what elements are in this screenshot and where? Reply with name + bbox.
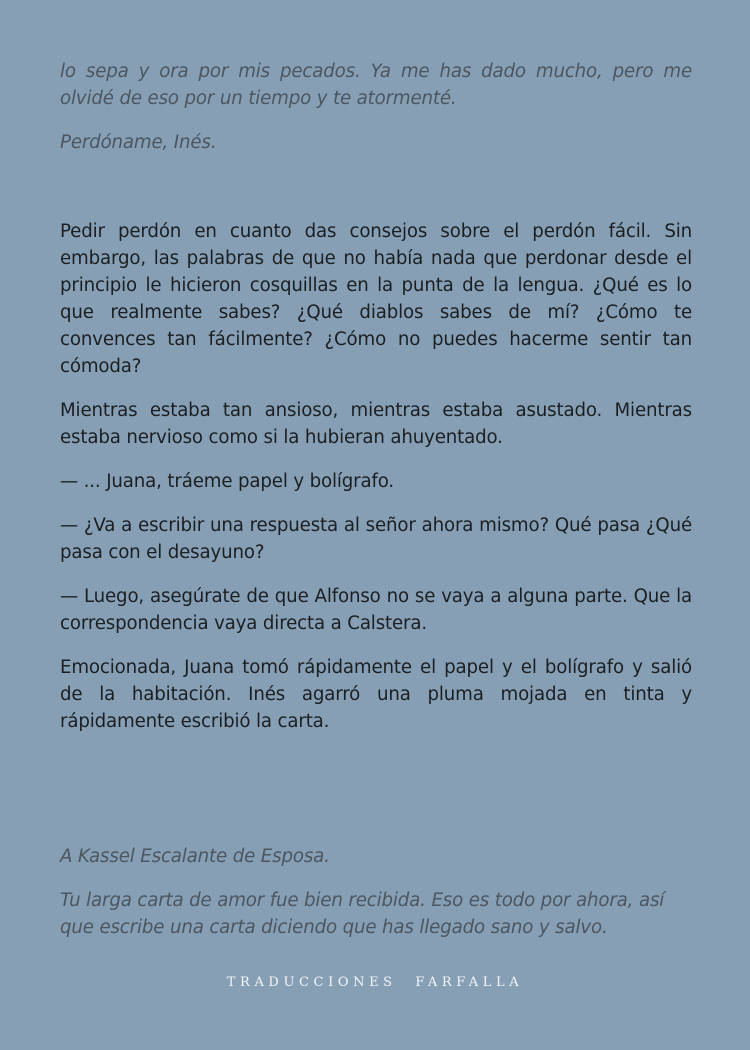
dialogue-line-2: — ¿Va a escribir una respuesta al señor ahora mismo? Qué pasa ¿Qué pasa con el desayuno? (60, 515, 692, 563)
letter-body: Tu larga carta de amor fue bien recibida. Eso es todo por ahora, así que escribe una carta diciendo que has llegado sano y salvo. (60, 890, 665, 938)
letter-paragraph-1: lo sepa y ora por mis pecados. Ya me has dado mucho, pero me olvidé de eso por un tiempo y te atormenté. (60, 61, 692, 109)
letter-signoff: Perdóname, Inés. (60, 132, 217, 153)
narration-paragraph-3: Emocionada, Juana tomó rápidamente el papel y el bolígrafo y salió de la habitación. Inés agarró una pluma mojada en tinta y rápidamente escribió la carta. (60, 657, 692, 732)
letter-salutation: A Kassel Escalante de Esposa. (60, 846, 330, 867)
narration-paragraph-1: Pedir perdón en cuanto das consejos sobre el perdón fácil. Sin embargo, las palabras de que no había nada que perdonar desde el principio le hicieron cosquillas en la punta de la lengua. ¿Qué es lo que realmente sabes? ¿Qué diablos sabes de mí? ¿Cómo te convences tan fácilmente? ¿Cómo no puedes hacerme sentir tan cómoda? (60, 221, 692, 377)
page-content (60, 58, 692, 941)
narration-paragraph-2: Mientras estaba tan ansioso, mientras estaba asustado. Mientras estaba nervioso como si la hubieran ahuyentado. (60, 400, 692, 448)
dialogue-line-3: — Luego, asegúrate de que Alfonso no se vaya a alguna parte. Que la correspondencia vaya directa a Calstera. (60, 586, 692, 634)
dialogue-line-1: — ... Juana, tráeme papel y bolígrafo. (60, 471, 395, 492)
footer-credit: TRADUCCIONES FARFALLA (226, 975, 524, 990)
